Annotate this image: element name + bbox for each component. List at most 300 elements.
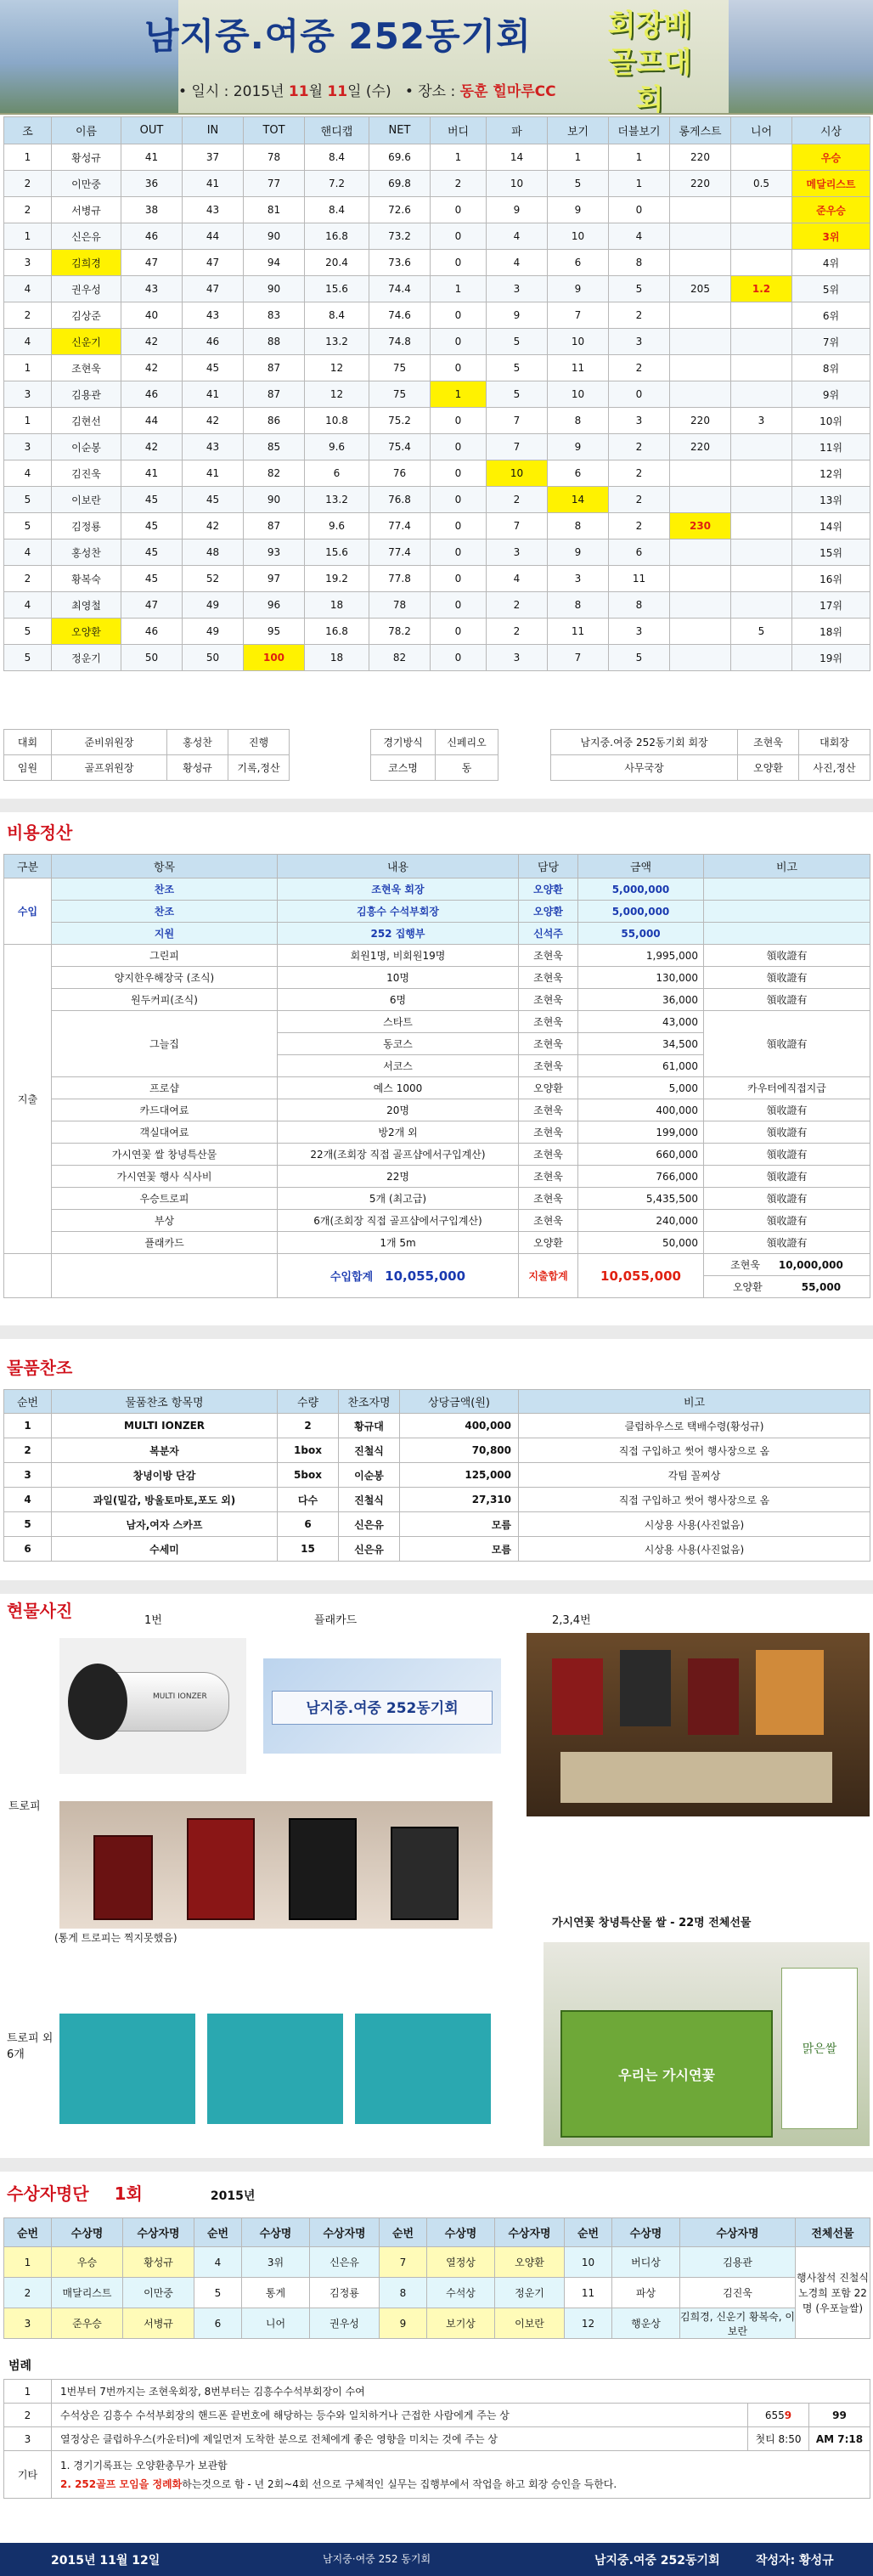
score-cell: 2: [4, 197, 52, 223]
score-cell: 8: [609, 250, 670, 276]
score-cell: 10: [548, 381, 609, 408]
divider: [0, 1580, 873, 1594]
score-cell: 5: [548, 171, 609, 197]
cost-cell: 22개(조회장 직접 골프샵에서구입계산): [278, 1144, 519, 1166]
staff-cell: 진행: [228, 730, 290, 755]
rule-row: [4, 2404, 870, 2427]
cost-cell: 領收證有: [704, 1210, 870, 1232]
score-cell: [731, 434, 792, 460]
footer-logo-text: 남지중·여중 252 동기회: [323, 2553, 431, 2565]
score-cell: 이만중: [52, 171, 121, 197]
column-header: 순번: [4, 1390, 52, 1414]
rule-aux: [748, 2404, 809, 2427]
score-cell: 5: [609, 645, 670, 671]
column-header: 수상자명: [123, 2218, 194, 2247]
score-cell: 신운기: [52, 329, 121, 355]
gift-cell: 6: [4, 1537, 52, 1562]
staff-cell: 대회장: [799, 730, 870, 755]
score-cell: 9.6: [305, 513, 369, 539]
staff-cell: 신페리오: [436, 730, 498, 755]
column-header: 수상명: [612, 2218, 680, 2247]
column-header: 핸디캡: [305, 117, 369, 144]
footer-author: 작성자: 황성규: [756, 2554, 834, 2568]
column-header: 금액: [578, 855, 704, 878]
score-cell: [731, 223, 792, 250]
etc-line-2a: 2. 252골프 모임을 정례화: [60, 2477, 183, 2490]
score-cell: 42: [121, 329, 183, 355]
score-cell: 0: [431, 592, 487, 619]
gift-cell: 클럽하우스로 택배수령(황성규): [519, 1414, 870, 1438]
rice-gift-photo: [544, 1942, 870, 2146]
score-cell: [731, 645, 792, 671]
score-cell: 14위: [792, 513, 870, 539]
golfball-photo-3: [355, 2014, 491, 2124]
cost-cell: 찬조: [52, 878, 278, 901]
column-header: 찬조자명: [339, 1390, 400, 1414]
cost-cell: 1개 5m: [278, 1232, 519, 1254]
score-cell: 74.4: [369, 276, 431, 302]
gift-cell: 신은유: [339, 1537, 400, 1562]
award-cell: 버디상: [612, 2247, 680, 2278]
table-row: [4, 967, 870, 989]
award-cell: 3: [4, 2308, 52, 2339]
cost-cell: 領收證有: [704, 1188, 870, 1210]
score-cell: [670, 197, 731, 223]
score-cell: 45: [183, 355, 244, 381]
score-cell: 72.6: [369, 197, 431, 223]
score-cell: [731, 513, 792, 539]
gift-cell: 시상용 사용(사진없음): [519, 1537, 870, 1562]
score-cell: 19.2: [305, 566, 369, 592]
score-cell: 5: [609, 276, 670, 302]
column-header: 순번: [565, 2218, 612, 2247]
score-cell: 10위: [792, 408, 870, 434]
score-cell: 6위: [792, 302, 870, 329]
score-cell: 2: [609, 355, 670, 381]
gift-cell: 황규대: [339, 1414, 400, 1438]
score-cell: [670, 302, 731, 329]
cost-cell: 조현욱: [519, 967, 578, 989]
score-cell: 6: [548, 250, 609, 276]
score-cell: 220: [670, 408, 731, 434]
score-cell: 5: [4, 619, 52, 645]
table-row: [4, 381, 870, 408]
score-cell: 1: [609, 171, 670, 197]
gift-cell: 1: [4, 1414, 52, 1438]
score-cell: 5: [487, 329, 548, 355]
cost-cell: 오양환: [519, 901, 578, 923]
staff-row: [4, 755, 359, 781]
score-cell: 220: [670, 171, 731, 197]
category-cell: 지출: [4, 945, 52, 1254]
staff-row: [551, 755, 870, 781]
day: 11: [327, 83, 348, 100]
staff-cell: 대회: [4, 730, 52, 755]
score-cell: 46: [121, 381, 183, 408]
score-cell: 43: [183, 434, 244, 460]
cost-cell: 조현욱: [519, 1166, 578, 1188]
score-cell: 90: [244, 276, 305, 302]
score-cell: 6: [609, 539, 670, 566]
score-cell: 2: [609, 487, 670, 513]
score-cell: 14: [487, 144, 548, 171]
score-cell: 0: [431, 645, 487, 671]
award-cell: 4: [194, 2247, 242, 2278]
gift-cell: 이순봉: [339, 1463, 400, 1488]
gift-table: [3, 1389, 870, 1562]
footer: [0, 2543, 873, 2576]
score-table: [3, 116, 870, 671]
cost-cell: 660,000: [578, 1144, 704, 1166]
score-cell: 16위: [792, 566, 870, 592]
gift-cell: 4: [4, 1488, 52, 1512]
score-cell: 황복숙: [52, 566, 121, 592]
date-label: • 일시 : 2015년: [178, 83, 284, 100]
score-cell: 16.8: [305, 223, 369, 250]
score-cell: 15.6: [305, 539, 369, 566]
award-body: [4, 2247, 870, 2339]
staff-cell: 임원: [4, 755, 52, 781]
score-cell: 47: [183, 276, 244, 302]
score-cell: 3: [731, 408, 792, 434]
cost-cell: 조현욱 회장: [278, 878, 519, 901]
award-cell: 이만중: [123, 2278, 194, 2308]
score-cell: 10.8: [305, 408, 369, 434]
award-cell: 신은유: [310, 2247, 380, 2278]
cost-cell: 카드대여료: [52, 1099, 278, 1121]
score-cell: 76: [369, 460, 431, 487]
award-cell: 7: [380, 2247, 427, 2278]
score-cell: 8.4: [305, 197, 369, 223]
column-header: TOT: [244, 117, 305, 144]
cost-cell: 동코스: [278, 1033, 519, 1055]
staff-cell: 황성규: [167, 755, 228, 781]
cost-cell: 400,000: [578, 1099, 704, 1121]
column-header: 보기: [548, 117, 609, 144]
table-row: [4, 1077, 870, 1099]
score-cell: 9: [548, 539, 609, 566]
award-cell: 열정상: [427, 2247, 495, 2278]
month: 11: [288, 83, 309, 100]
score-cell: 6: [305, 460, 369, 487]
column-header: 롱게스트: [670, 117, 731, 144]
score-cell: 9: [548, 276, 609, 302]
score-cell: 9: [548, 434, 609, 460]
staff-cell: 남지중.여중 252동기회 회장: [551, 730, 738, 755]
score-cell: 78: [369, 592, 431, 619]
score-cell: 3: [548, 566, 609, 592]
column-header: 내용: [278, 855, 519, 878]
cost-cell: 5,435,500: [578, 1188, 704, 1210]
cost-cell: 6개(조회장 직접 골프샵에서구입계산): [278, 1210, 519, 1232]
table-row: [4, 2247, 870, 2278]
score-cell: 김용관: [52, 381, 121, 408]
score-cell: 2: [4, 171, 52, 197]
award-cell: 정운기: [495, 2278, 565, 2308]
staff-cell: 사진,정산: [799, 755, 870, 781]
cost-cell: 조현욱: [519, 945, 578, 967]
score-cell: 13.2: [305, 329, 369, 355]
award-round: 1회: [114, 2183, 143, 2204]
column-header: 수상자명: [680, 2218, 796, 2247]
score-cell: 0: [431, 487, 487, 513]
award-cell: 김진욱: [680, 2278, 796, 2308]
footer-date: 2015년 11월 12일: [51, 2554, 161, 2568]
score-cell: 3: [4, 250, 52, 276]
cost-cell: 지원: [52, 923, 278, 945]
phone-last-digit: 9: [784, 2409, 792, 2421]
score-cell: 4: [4, 539, 52, 566]
cost-table: [3, 854, 870, 1298]
score-cell: 86: [244, 408, 305, 434]
score-cell: [731, 250, 792, 276]
cost-cell: 20명: [278, 1099, 519, 1121]
score-cell: 15위: [792, 539, 870, 566]
score-cell: 46: [121, 619, 183, 645]
staff-cell: 코스명: [371, 755, 436, 781]
cost-cell: 領收證有: [704, 989, 870, 1011]
score-header-row: [4, 117, 870, 144]
score-cell: 50: [121, 645, 183, 671]
golfball-photo-2: [207, 2014, 343, 2124]
staff-cell: 준비위원장: [52, 730, 167, 755]
score-cell: 43: [183, 302, 244, 329]
cost-cell: 회원1명, 비회원19명: [278, 945, 519, 967]
score-cell: 46: [121, 223, 183, 250]
score-cell: 13위: [792, 487, 870, 513]
cost-cell: 領收證有: [704, 1144, 870, 1166]
gift-cell: 신은유: [339, 1512, 400, 1537]
score-cell: 44: [183, 223, 244, 250]
cost-cell: 5,000,000: [578, 878, 704, 901]
column-header: 전체선물: [796, 2218, 870, 2247]
cost-cell: 조현욱: [519, 1011, 578, 1033]
score-cell: 권우성: [52, 276, 121, 302]
score-cell: 8: [548, 592, 609, 619]
table-row: [4, 878, 870, 901]
score-cell: 12: [305, 355, 369, 381]
award-header-row: [4, 2218, 870, 2247]
score-cell: 87: [244, 355, 305, 381]
table-row: [4, 487, 870, 513]
gift-cell: 70,800: [400, 1438, 519, 1463]
cost-cell: 조현욱: [519, 1055, 578, 1077]
divider: [0, 2158, 873, 2172]
table-row: [4, 1011, 870, 1033]
award-cell: 우승: [52, 2247, 123, 2278]
score-cell: 정운기: [52, 645, 121, 671]
score-cell: 77.4: [369, 539, 431, 566]
cost-cell: 카우터에직접지급: [704, 1077, 870, 1099]
award-cell: 2: [4, 2278, 52, 2308]
table-row: [4, 566, 870, 592]
score-cell: 88: [244, 329, 305, 355]
score-cell: 10: [548, 223, 609, 250]
score-cell: [670, 460, 731, 487]
photo-label: 가시연꽃 창녕특산물 쌀 - 22명 전체선물: [552, 1917, 752, 1929]
ionizer-label: MULTI IONZER: [153, 1692, 207, 1701]
table-row: [4, 1438, 870, 1463]
table-row: [4, 645, 870, 671]
cost-cell: 5,000,000: [578, 901, 704, 923]
cost-cell: 플래카드: [52, 1232, 278, 1254]
gift-header-row: [4, 1390, 870, 1414]
cost-body: [4, 878, 870, 1298]
award-cell: 통게: [242, 2278, 310, 2308]
score-cell: 3위: [792, 223, 870, 250]
score-cell: 41: [121, 144, 183, 171]
award-cell: 6: [194, 2308, 242, 2339]
gift-cell: 과일(밀감, 방울토마토,포도 외): [52, 1488, 278, 1512]
score-cell: 5: [4, 513, 52, 539]
award-title: 수상자명단: [7, 2183, 89, 2204]
score-cell: 7.2: [305, 171, 369, 197]
cost-cell: 領收證有: [704, 1121, 870, 1144]
score-cell: 16.8: [305, 619, 369, 645]
gift-cell: MULTI IONZER: [52, 1414, 278, 1438]
score-cell: 1: [4, 355, 52, 381]
award-cell: 12: [565, 2308, 612, 2339]
bridge-photo-right: [729, 0, 873, 115]
staff-row: [551, 730, 870, 755]
score-cell: 95: [244, 619, 305, 645]
score-cell: 0: [431, 329, 487, 355]
rice-box-text: 우리는 가시연꽃: [560, 2010, 773, 2138]
cost-cell: 252 집행부: [278, 923, 519, 945]
event-title: 남지중.여중 252동기회: [144, 15, 532, 57]
rule-num: 1: [4, 2380, 52, 2404]
score-cell: [731, 197, 792, 223]
score-cell: 8: [548, 408, 609, 434]
score-cell: 0: [431, 302, 487, 329]
score-cell: 8: [548, 513, 609, 539]
balance-value: 55,000: [801, 1281, 842, 1293]
cost-cell: 객실대여료: [52, 1121, 278, 1144]
score-cell: 7: [548, 302, 609, 329]
score-cell: 20.4: [305, 250, 369, 276]
column-header: 조: [4, 117, 52, 144]
score-cell: 45: [121, 539, 183, 566]
cost-cell: 34,500: [578, 1033, 704, 1055]
cost-cell: 조현욱: [519, 1121, 578, 1144]
score-cell: 2: [609, 460, 670, 487]
column-header: 순번: [380, 2218, 427, 2247]
photo-label: 1번: [144, 1614, 162, 1627]
rule-aux: 99: [809, 2404, 870, 2427]
column-header: 니어: [731, 117, 792, 144]
staff-cell: 오양환: [738, 755, 799, 781]
score-cell: 5: [4, 645, 52, 671]
score-cell: 3: [487, 645, 548, 671]
gift-cell: 15: [278, 1537, 339, 1562]
score-cell: [670, 539, 731, 566]
rules-table: [3, 2379, 870, 2499]
rule-aux: AM 7:18: [809, 2427, 870, 2451]
officer-table: [550, 729, 870, 781]
gift-body: [4, 1414, 870, 1562]
score-cell: 82: [369, 645, 431, 671]
staff-row: [4, 730, 359, 755]
cost-cell: 22명: [278, 1166, 519, 1188]
score-cell: 홍성찬: [52, 539, 121, 566]
gift-cell: 진철식: [339, 1488, 400, 1512]
score-cell: [731, 539, 792, 566]
award-section-title: [7, 2180, 255, 2205]
cost-cell: 예스 1000: [278, 1077, 519, 1099]
score-cell: 9.6: [305, 434, 369, 460]
cost-cell: 오양환: [519, 1077, 578, 1099]
balance-value: 10,000,000: [778, 1259, 843, 1271]
divider: [0, 799, 873, 812]
gift-cell: 남자,여자 스카프: [52, 1512, 278, 1537]
gift-cell: 1box: [278, 1438, 339, 1463]
month-unit: 월: [308, 83, 324, 100]
score-cell: 46: [183, 329, 244, 355]
event-title-2: 회장배 골프대회: [607, 8, 692, 115]
banner-photo-text: 남지중.여중 252동기회: [272, 1691, 493, 1725]
score-cell: 9: [487, 197, 548, 223]
trophy-photo: [59, 1801, 493, 1929]
score-cell: 43: [183, 197, 244, 223]
score-cell: [731, 355, 792, 381]
gift-cell: 125,000: [400, 1463, 519, 1488]
column-header: 파: [487, 117, 548, 144]
cost-cell: 領收證有: [704, 945, 870, 967]
score-cell: 45: [121, 487, 183, 513]
score-cell: [670, 329, 731, 355]
place: 동훈 힐마루CC: [459, 83, 556, 100]
gift-cell: 5box: [278, 1463, 339, 1488]
score-cell: [670, 592, 731, 619]
score-cell: 신은유: [52, 223, 121, 250]
rule-num: 3: [4, 2427, 52, 2451]
column-header: 순번: [4, 2218, 52, 2247]
score-cell: [670, 566, 731, 592]
column-header: IN: [183, 117, 244, 144]
award-cell: 황성규: [123, 2247, 194, 2278]
photo-label: 2,3,4번: [552, 1614, 591, 1627]
award-cell: 김희경, 신운기 황복숙, 이보란: [680, 2308, 796, 2339]
expense-total-value: 10,055,000: [578, 1254, 704, 1298]
golfball-photo-1: [59, 2014, 195, 2124]
gift-all-cell: 행사참석 진철식 노경희 포함 22명 (우포늘쌀): [796, 2247, 870, 2339]
table-row: [4, 1210, 870, 1232]
award-cell: 9: [380, 2308, 427, 2339]
column-header: 수상명: [242, 2218, 310, 2247]
score-cell: 76.8: [369, 487, 431, 513]
cost-cell: 1,995,000: [578, 945, 704, 967]
score-cell: 73.2: [369, 223, 431, 250]
income-total: [278, 1254, 519, 1298]
score-cell: 7: [487, 513, 548, 539]
score-cell: 김정룡: [52, 513, 121, 539]
score-cell: 8: [609, 592, 670, 619]
balance-cell: [704, 1254, 870, 1276]
cost-cell: 領收證有: [704, 1166, 870, 1188]
cost-cell: 프로샵: [52, 1077, 278, 1099]
rule-row: [4, 2380, 870, 2404]
score-cell: 69.8: [369, 171, 431, 197]
cost-cell: 36,000: [578, 989, 704, 1011]
day-rest: 일 (수): [347, 83, 391, 100]
score-cell: 황성규: [52, 144, 121, 171]
score-cell: 0: [431, 223, 487, 250]
score-cell: 90: [244, 487, 305, 513]
gift-cell: 진철식: [339, 1438, 400, 1463]
score-cell: 4: [487, 250, 548, 276]
table-row: [4, 592, 870, 619]
cost-cell: 그늘집: [52, 1011, 278, 1077]
